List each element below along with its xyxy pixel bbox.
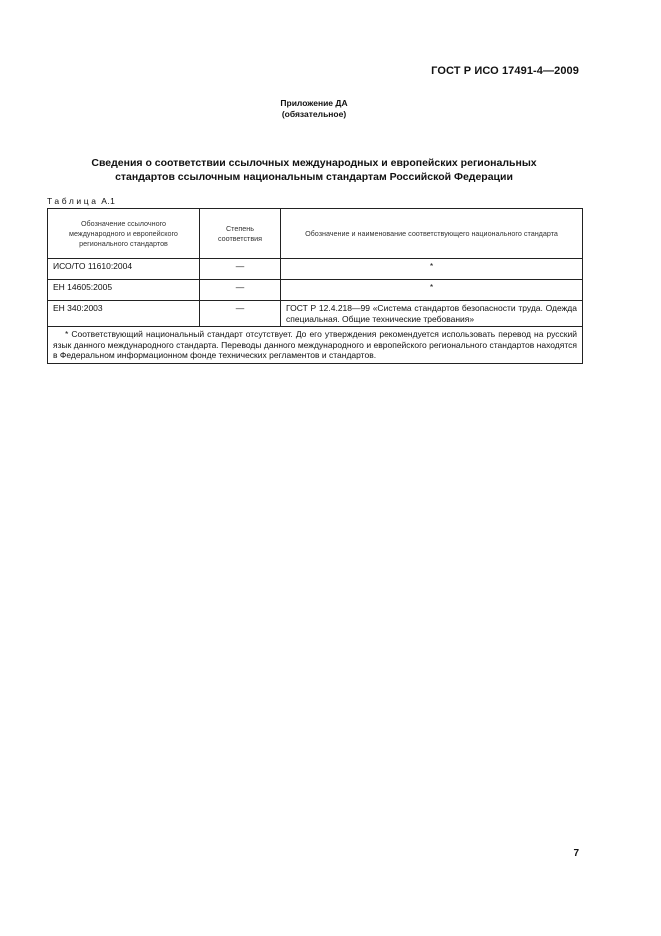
cell-reference: ИСО/ТО 11610:2004 bbox=[48, 259, 200, 280]
page-number: 7 bbox=[573, 848, 579, 859]
appendix-title: Приложение ДА bbox=[280, 98, 348, 108]
table-row bbox=[48, 301, 583, 327]
appendix-heading bbox=[0, 98, 628, 120]
table-footnote-row bbox=[48, 327, 583, 364]
table-footnote bbox=[48, 327, 583, 364]
document-code: ГОСТ Р ИСО 17491-4—2009 bbox=[431, 65, 579, 77]
table-row bbox=[48, 259, 583, 280]
cell-national: * bbox=[281, 280, 583, 301]
cell-reference: ЕН 14605:2005 bbox=[48, 280, 200, 301]
cell-degree: — bbox=[200, 259, 281, 280]
cell-national: * bbox=[281, 259, 583, 280]
table-caption bbox=[47, 196, 115, 206]
column-header-reference: Обозначение ссылочного международного и европейского регионального стандартов bbox=[48, 209, 200, 259]
section-title-line-2: стандартов ссылочным национальным стандартам Российской Федерации bbox=[115, 171, 513, 183]
column-header-national: Обозначение и наименование соответствующего национального стандарта bbox=[281, 209, 583, 259]
column-header-degree: Степень соответствия bbox=[200, 209, 281, 259]
cell-reference: ЕН 340:2003 bbox=[48, 301, 200, 327]
table-footnote-text: * Соответствующий национальный стандарт отсутствует. До его утверждения рекомендуется использовать перевод на русский язык данного международного стандарта. Переводы данного международного и европейского регионального стандартов находятся в Федеральном информационном фонде технических регламентов и стандартов. bbox=[53, 329, 577, 360]
table-header-row bbox=[48, 209, 583, 259]
section-title-line-1: Сведения о соответствии ссылочных международных и европейских региональных bbox=[91, 157, 537, 169]
appendix-status: (обязательное) bbox=[281, 109, 347, 119]
table-caption-number: А.1 bbox=[101, 196, 116, 206]
cell-national: ГОСТ Р 12.4.218—99 «Система стандартов безопасности труда. Одежда специальная. Общие технические требования» bbox=[281, 301, 583, 327]
table-row bbox=[48, 280, 583, 301]
section-title bbox=[0, 156, 628, 184]
table-caption-label: Таблица bbox=[47, 196, 99, 206]
reference-table bbox=[47, 208, 583, 364]
cell-degree: — bbox=[200, 280, 281, 301]
cell-degree: — bbox=[200, 301, 281, 327]
